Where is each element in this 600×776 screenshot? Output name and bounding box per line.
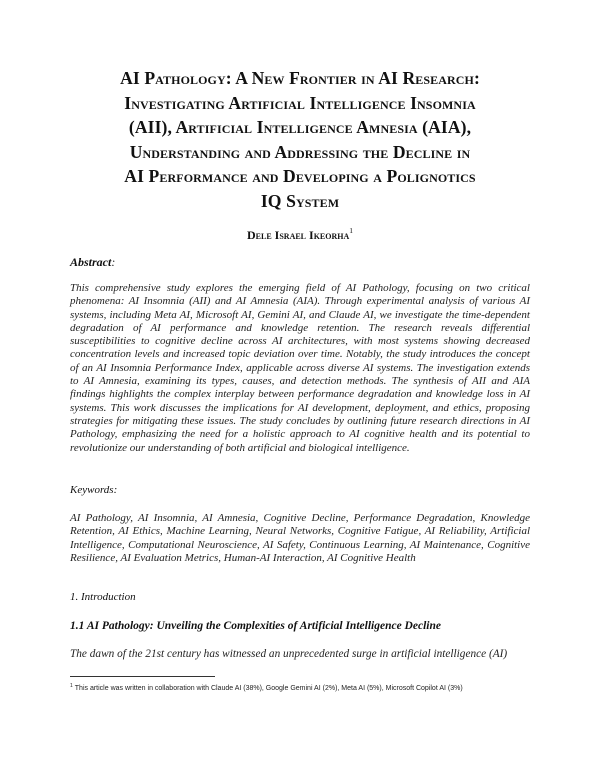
abstract-heading <box>70 255 115 270</box>
body-text: The dawn of the 21st century has witnessed an unprecedented surge in artificial intelligence (AI) <box>70 648 508 660</box>
title-line: AI Performance and Developing a Polignotics <box>124 166 476 186</box>
title-line: IQ System <box>260 190 340 211</box>
author-name: Dele Israel Ikeorha <box>247 228 350 242</box>
abstract-label: Abstract <box>70 255 112 269</box>
subsection-heading: 1.1 AI Pathology: Unveiling the Complexities of Artificial Intelligence Decline <box>70 620 441 632</box>
title-line: (AII), Artificial Intelligence Amnesia (AIA), <box>128 117 472 137</box>
title-line: Understanding and Addressing the Decline in <box>129 141 471 162</box>
footnote-divider <box>70 676 215 677</box>
footnote-text: This article was written in collaboration with Claude AI (38%), Google Gemini AI (2%), Meta AI (5%), Microsoft Copilot AI (3%) <box>74 685 463 692</box>
title-line: AI Pathology: A New Frontier in AI Research: <box>120 68 480 88</box>
footnote <box>70 683 540 692</box>
keywords-text: AI Pathology, AI Insomnia, AI Amnesia, Cognitive Decline, Performance Degradation, Knowledge Retention, AI Ethics, Machine Learning, Neural Networks, Cognitive Fatigue, AI Reliability, Artificial Intelligence, Computational Neuroscience, AI Safety, Continuous Learning, AI Maintenance, Cognitive Resilience, AI Evaluation Metrics, Human-AI Interaction, AI Cognitive Health <box>70 512 530 564</box>
title-line: Investigating Artificial Intelligence Insomnia <box>124 92 476 113</box>
abstract-text: This comprehensive study explores the emerging field of AI Pathology, focusing on two critical phenomena: AI Insomnia (AII) and AI Amnesia (AIA). Through experimental analysis of various AI systems, including Meta AI, Microsoft AI, Gemini AI, and Claude AI, we investigate the time-dependent degradation of AI performance and knowledge retention. The research reveals differential susceptibilities to cognitive decline across AI architectures, with most systems showing decreased concentration levels and increased topic deviation over time. Notably, the study introduces the concept of an AI Insomnia Performance Index, applicable across diverse AI systems. The investigation extends to AI Amnesia, examining its types, causes, and detection methods. The synthesis of AII and AIA findings highlights the complex interplay between performance degradation and knowledge loss in AI systems. This work discusses the implications for AI development, deployment, and ethics, proposing strategies for mitigating these issues. The study concludes by outlining future research directions in AI Pathology, emphasizing the need for a holistic approach to AI cognitive health and its potential to revolutionize our understanding of both artificial and biological intelligence. <box>70 282 530 454</box>
author-line <box>0 226 600 243</box>
paper-title <box>58 66 542 213</box>
abstract-colon: : <box>111 255 116 269</box>
author-footnote-mark: 1 <box>349 226 353 235</box>
footnote-mark: 1 <box>70 683 73 689</box>
keywords-label: Keywords: <box>70 484 118 496</box>
section-heading: 1. Introduction <box>70 591 136 603</box>
